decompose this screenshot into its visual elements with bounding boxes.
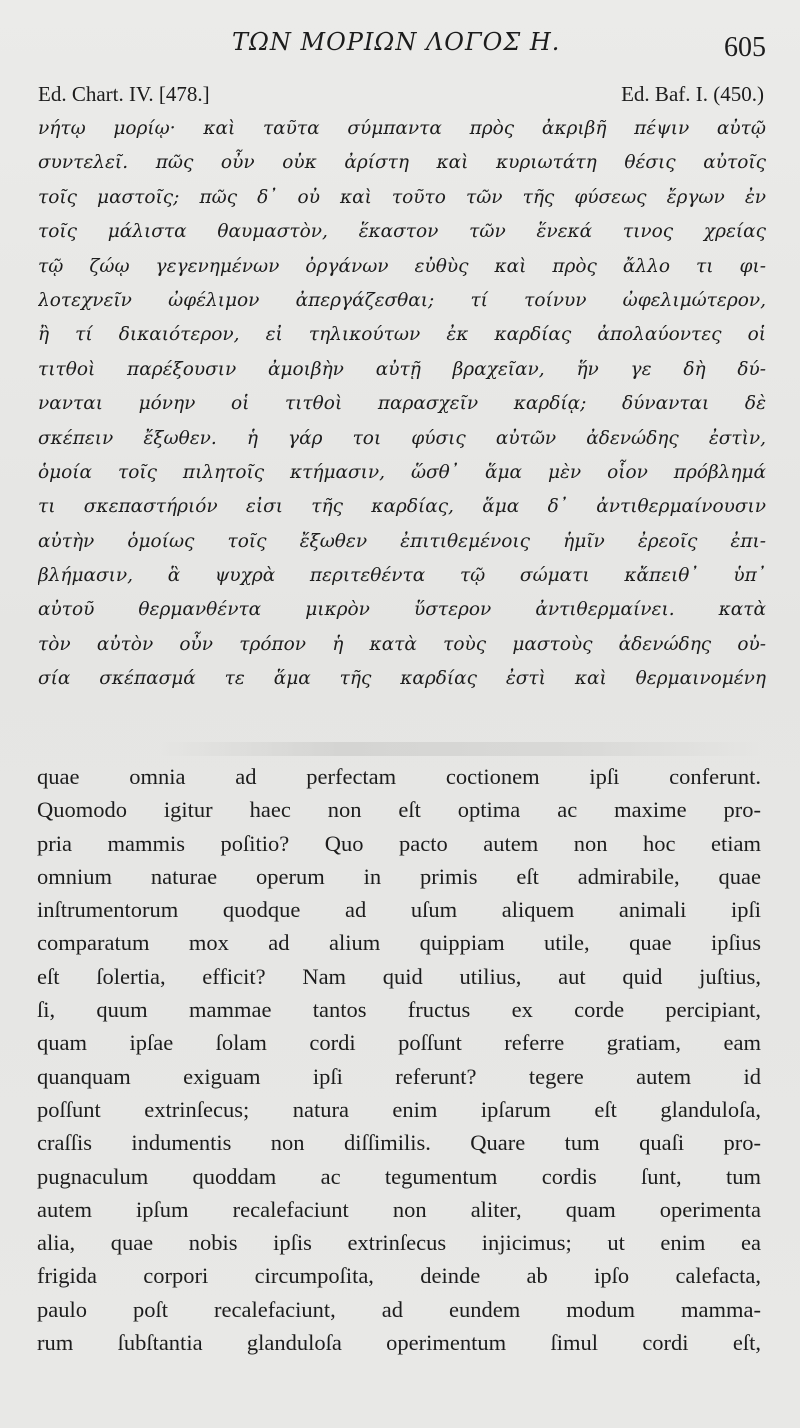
latin-text-line: autem ipſum recalefaciunt non aliter, quam operimenta	[37, 1196, 761, 1222]
latin-text-line: pugnaculum quoddam ac tegumentum cordis ſunt, tum	[37, 1163, 761, 1189]
page-number: 605	[724, 32, 766, 63]
latin-text-line: paulo poſt recalefaciunt, ad eundem modum mamma-	[37, 1296, 761, 1322]
running-head	[0, 26, 800, 62]
latin-text-line: rum ſubſtantia glanduloſa operimentum ſimul cordi eſt,	[37, 1330, 761, 1356]
greek-text-line: τιτθοὶ παρέξουσιν ἀμοιβὴν αὐτῇ βραχεῖαν, ἥν γε δὴ δύ-	[38, 358, 766, 380]
latin-text-line: omnium naturae operum in primis eſt admirabile, quae	[37, 863, 761, 889]
greek-text-line: λοτεχνεῖν ὠφέλιμον ἀπεργάζεσθαι; τί τοίνυν ὠφελιμώτερον,	[38, 289, 766, 311]
greek-text-line: τὸν αὐτὸν οὖν τρόπον ἡ κατὰ τοὺς μαστοὺς ἀδενώδης οὐ-	[38, 633, 766, 655]
greek-text-line: βλήμασιν, ἃ ψυχρὰ περιτεθέντα τῷ σώματι κἄπειθ᾽ ὑπ᾽	[38, 565, 766, 587]
greek-text-line: τῷ ζώῳ γεγενημένων ὀργάνων εὐθὺς καὶ πρὸς ἄλλο τι φι-	[38, 255, 766, 277]
latin-text-line: quanquam exiguam ipſi referunt? tegere autem id	[37, 1063, 761, 1089]
latin-text-line: inſtrumentorum quodque ad uſum aliquem animali ipſi	[37, 897, 761, 923]
latin-text-line: poſſunt extrinſecus; natura enim ipſarum eſt glanduloſa,	[37, 1096, 761, 1122]
latin-text-line: quae omnia ad perfectam coctionem ipſi conferunt.	[37, 764, 761, 789]
latin-text-line: alia, quae nobis ipſis extrinſecus injicimus; ut enim ea	[37, 1230, 761, 1256]
greek-text-line: σκέπειν ἔξωθεν. ἡ γάρ τοι φύσις αὐτῶν ἀδενώδης ἐστὶν,	[38, 427, 766, 449]
greek-text-line: αὐτοῦ θερμανθέντα μικρὸν ὕστερον ἀντιθερμαίνει. κατὰ	[38, 599, 766, 621]
greek-text-line: αὐτὴν ὁμοίως τοῖς ἔξωθεν ἐπιτιθεμένοις ἡμῖν ἐρεοῖς ἐπι-	[38, 530, 766, 552]
latin-text-line: Quomodo igitur haec non eſt optima ac maxime pro-	[37, 797, 761, 823]
greek-text-line: συντελεῖ. πῶς οὖν οὐκ ἀρίστη καὶ κυριωτάτη θέσις αὐτοῖς	[38, 152, 766, 174]
latin-text-line: craſſis indumentis non diſſimilis. Quare tum quaſi pro-	[37, 1130, 761, 1156]
greek-text-line: τοῖς μάλιστα θαυμαστὸν, ἕκαστον τῶν ἕνεκά τινος χρείας	[38, 221, 766, 243]
greek-text-line: τοῖς μαστοῖς; πῶς δ᾽ οὐ καὶ τοῦτο τῶν τῆς φύσεως ἔργων ἐν	[38, 186, 766, 208]
greek-text-line: νανται μόνην οἱ τιτθοὶ παρασχεῖν καρδίᾳ; δύνανται δὲ	[38, 393, 766, 415]
greek-text-line: τι σκεπαστήριόν εἰσι τῆς καρδίας, ἅμα δ᾽ ἀντιθερμαίνουσιν	[38, 496, 766, 518]
greek-text-line: νήτῳ μορίῳ· καὶ ταῦτα σύμπαντα πρὸς ἀκριβῆ πέψιν αὐτῷ	[38, 118, 766, 139]
greek-text-line: ἢ τί δικαιότερον, εἰ τηλικούτων ἐκ καρδίας ἀπολαύοντες οἱ	[38, 324, 766, 346]
edition-chart-reference: Ed. Chart. IV. [478.]	[38, 82, 210, 106]
latin-text-line: pria mammis poſitio? Quo pacto autem non hoc etiam	[37, 830, 761, 856]
running-title: ΤΩΝ ΜΟΡΙΩΝ ΛΟΓΟΣ Η.	[232, 28, 561, 56]
edition-reference-line	[38, 82, 764, 108]
greek-text-line: ὁμοία τοῖς πιλητοῖς κτήμασιν, ὥσθ᾽ ἅμα μὲν οἷον πρόβλημά	[38, 461, 766, 483]
greek-text-block	[38, 112, 766, 697]
latin-text-block	[37, 760, 761, 1359]
latin-text-line: comparatum mox ad alium quippiam utile, quae ipſius	[37, 930, 761, 956]
latin-text-line: eſt ſolertia, efficit? Nam quid utilius, aut quid juſtius,	[37, 963, 761, 989]
latin-text-line: ſi, quum mammae tantos fructus ex corde percipiant,	[37, 997, 761, 1023]
latin-text-line: quam ipſae ſolam cordi poſſunt referre gratiam, eam	[37, 1030, 761, 1056]
latin-text-line: frigida corpori circumpoſita, deinde ab ipſo calefacta,	[37, 1263, 761, 1289]
show-through-smudge	[160, 742, 760, 756]
edition-basel-reference: Ed. Baf. I. (450.)	[621, 82, 764, 106]
greek-text-line: σία σκέπασμά τε ἅμα τῆς καρδίας ἐστὶ καὶ θερμαινομένη	[38, 668, 766, 690]
